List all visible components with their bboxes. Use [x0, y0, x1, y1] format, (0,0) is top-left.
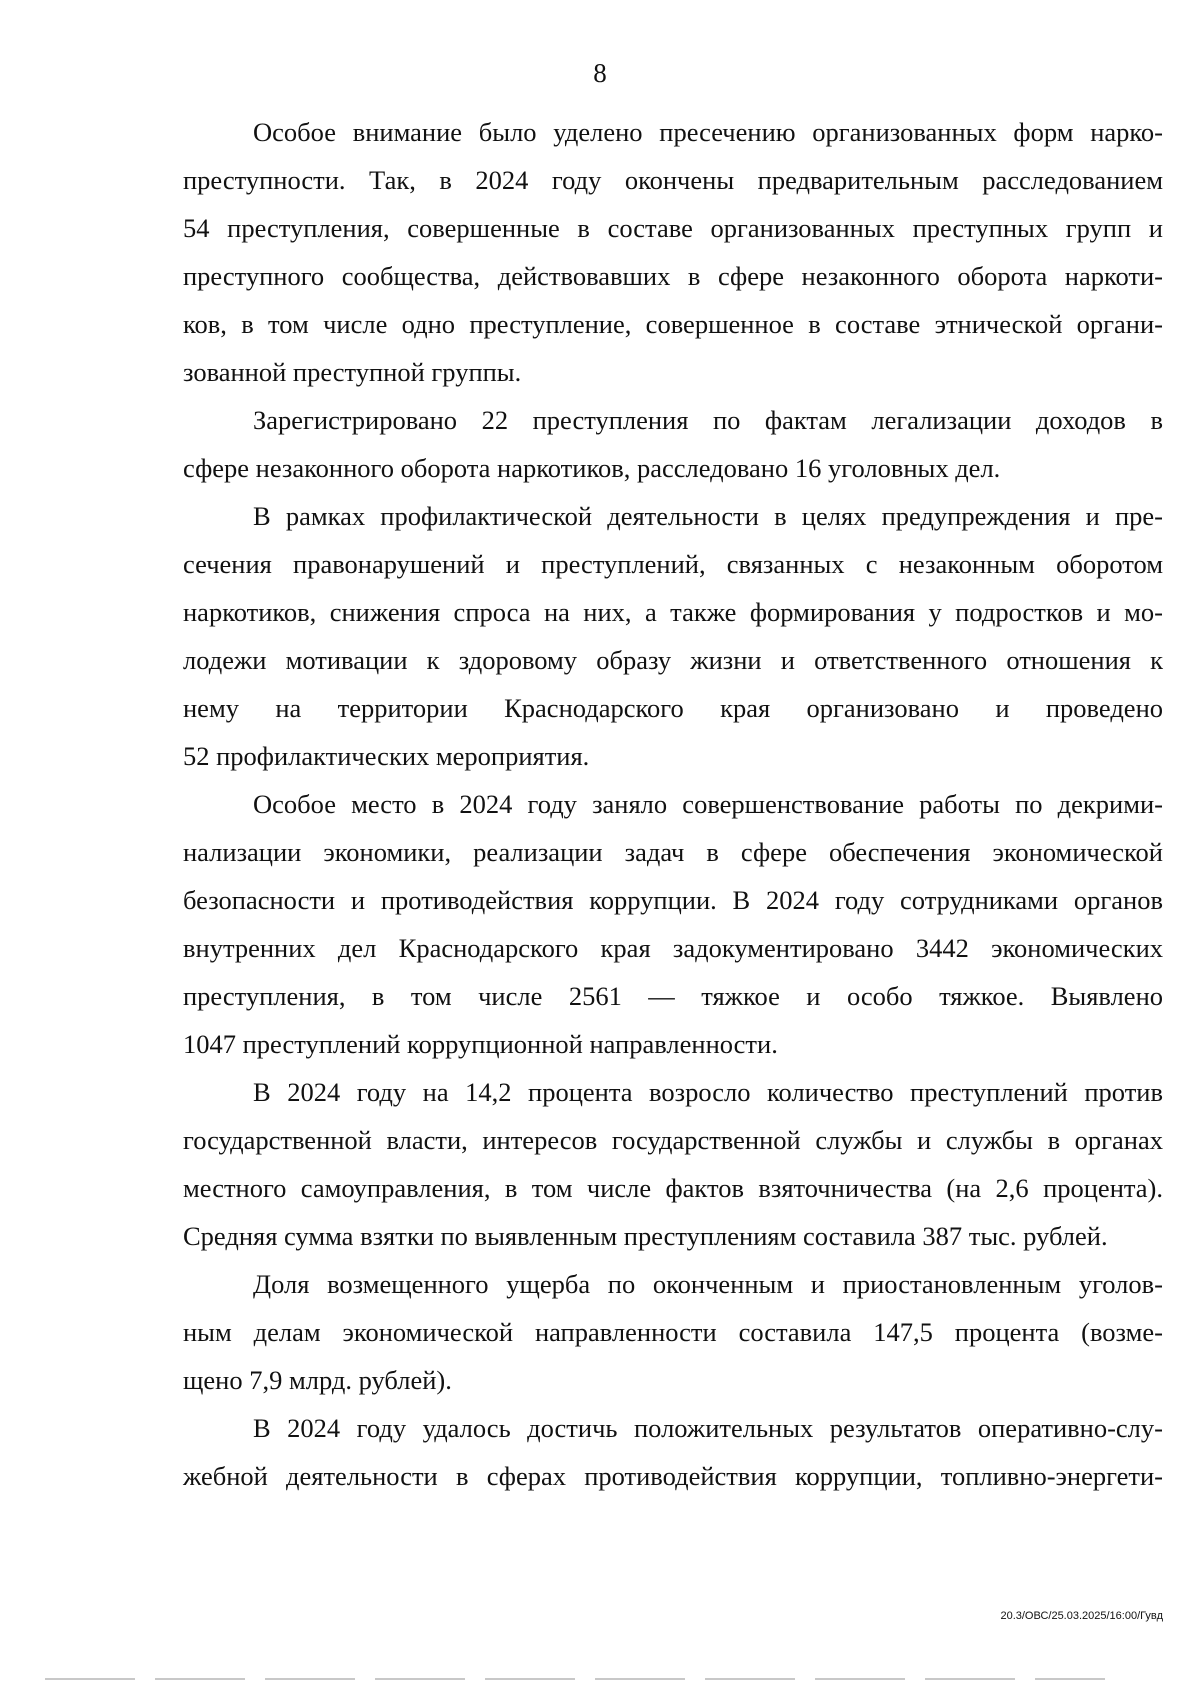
paragraph-line: Доля возмещенного ущерба по оконченным и приостановленным уголов-	[253, 1269, 1163, 1299]
paragraph	[183, 1260, 1163, 1404]
paragraph	[183, 492, 1163, 780]
document-body	[183, 108, 1163, 1500]
paragraph-line: нему на территории Краснодарского края организовано и проведено	[183, 693, 1163, 723]
paragraph-line: местного самоуправления, в том числе фактов взяточничества (на 2,6 процента).	[183, 1173, 1163, 1203]
paragraph-line: преступного сообщества, действовавших в сфере незаконного оборота наркоти-	[183, 261, 1163, 291]
paragraph-line: наркотиков, снижения спроса на них, а также формирования у подростков и мо-	[183, 597, 1163, 627]
paragraph-line: 52 профилактических мероприятия.	[183, 741, 590, 771]
paragraph-line: ков, в том числе одно преступление, совершенное в составе этнической органи-	[183, 309, 1163, 339]
paragraph-line: преступления, в том числе 2561 — тяжкое и особо тяжкое. Выявлено	[183, 981, 1163, 1011]
paragraph	[183, 1404, 1163, 1500]
paragraph-line: В 2024 году на 14,2 процента возросло количество преступлений против	[253, 1077, 1163, 1107]
paragraph-line: Особое место в 2024 году заняло совершенствование работы по декрими-	[253, 789, 1163, 819]
paragraph-line: 54 преступления, совершенные в составе организованных преступных групп и	[183, 213, 1163, 243]
paragraph-line: жебной деятельности в сферах противодействия коррупции, топливно-энергети-	[183, 1461, 1163, 1491]
paragraph-line: сфере незаконного оборота наркотиков, расследовано 16 уголовных дел.	[183, 453, 1001, 483]
paragraph-line: лодежи мотивации к здоровому образу жизни и ответственного отношения к	[183, 645, 1163, 675]
page-number: 8	[593, 58, 607, 88]
paragraph	[183, 396, 1163, 492]
document-footer-code: 20.3/ОВС/25.03.2025/16:00/Гувд	[1000, 1610, 1163, 1622]
paragraph-line: сечения правонарушений и преступлений, связанных с незаконным оборотом	[183, 549, 1163, 579]
paragraph	[183, 108, 1163, 396]
paragraph-line: щено 7,9 млрд. рублей).	[183, 1365, 452, 1395]
paragraph-line: внутренних дел Краснодарского края задокументировано 3442 экономических	[183, 933, 1163, 963]
paragraph-line: Зарегистрировано 22 преступления по фактам легализации доходов в	[253, 405, 1163, 435]
paragraph-line: преступности. Так, в 2024 году окончены предварительным расследованием	[183, 165, 1163, 195]
paragraph-line: безопасности и противодействия коррупции. В 2024 году сотрудниками органов	[183, 885, 1163, 915]
paragraph-line: нализации экономики, реализации задач в сфере обеспечения экономической	[183, 837, 1163, 867]
paragraph	[183, 780, 1163, 1068]
paragraph-line: ным делам экономической направленности составила 147,5 процента (возме-	[183, 1317, 1163, 1347]
paragraph-line: В рамках профилактической деятельности в целях предупреждения и пре-	[253, 501, 1163, 531]
scan-edge-line	[45, 1678, 1105, 1680]
paragraph-line: зованной преступной группы.	[183, 357, 522, 387]
paragraph-line: Особое внимание было уделено пресечению организованных форм нарко-	[253, 117, 1163, 147]
paragraph-line: 1047 преступлений коррупционной направленности.	[183, 1029, 778, 1059]
paragraph-line: Средняя сумма взятки по выявленным преступлениям составила 387 тыс. рублей.	[183, 1221, 1108, 1251]
paragraph	[183, 1068, 1163, 1260]
paragraph-line: В 2024 году удалось достичь положительных результатов оперативно-слу-	[253, 1413, 1163, 1443]
paragraph-line: государственной власти, интересов государственной службы и службы в органах	[183, 1125, 1163, 1155]
